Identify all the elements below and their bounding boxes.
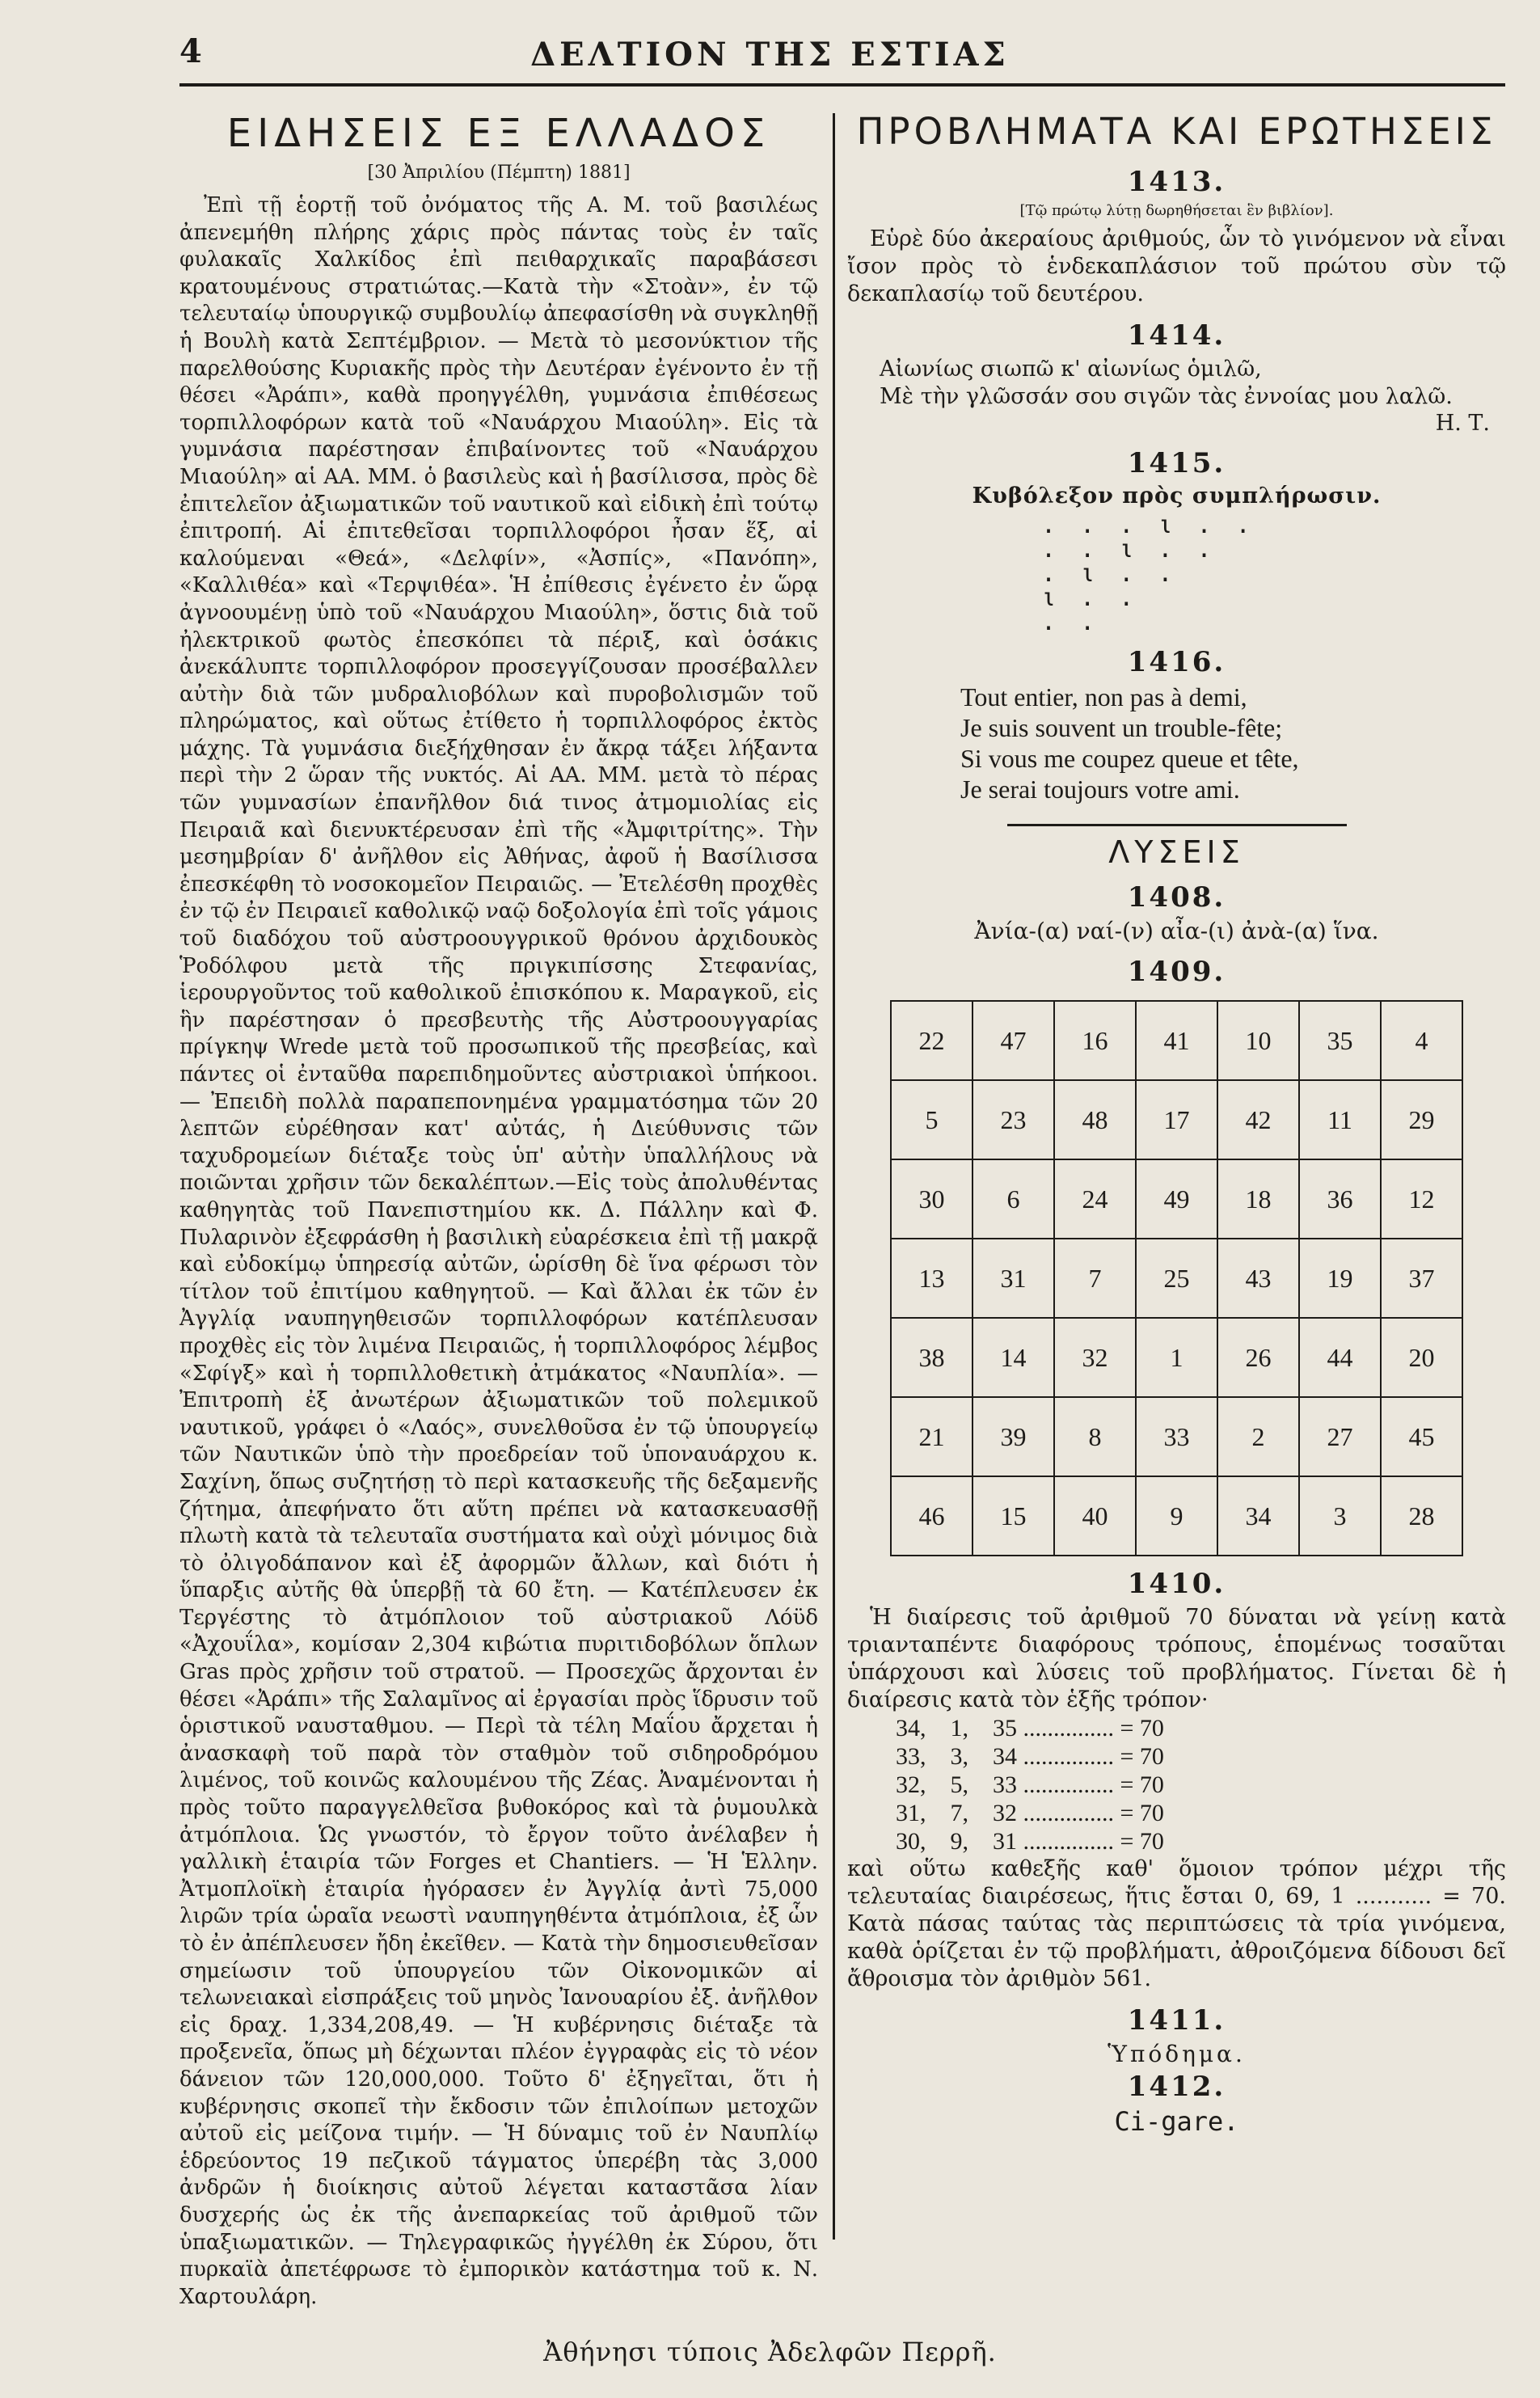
magic-square-cell: 10	[1217, 1001, 1299, 1080]
magic-square-cell: 36	[1299, 1159, 1381, 1239]
solution-1410-number: 1410.	[1127, 1568, 1226, 1601]
magic-square-cell: 48	[1054, 1080, 1136, 1159]
magic-square-cell: 2	[1217, 1397, 1299, 1476]
magic-square-cell: 34	[1217, 1476, 1299, 1556]
magic-square-cell: 41	[1136, 1001, 1217, 1080]
magic-square-cell: 24	[1054, 1159, 1136, 1239]
magic-square-cell: 19	[1299, 1239, 1381, 1318]
crossword-dot-row: . .	[1041, 607, 1100, 636]
crossword-dot-row: . . ι . .	[1041, 534, 1217, 564]
magic-square-cell: 23	[973, 1080, 1054, 1159]
problems-column	[847, 109, 1506, 2140]
problem-1414-line: Μὲ τὴν γλῶσσάν σου σιγῶν τὰς ἐννοίας μου λαλῶ.	[880, 383, 1453, 409]
solution-1411-number: 1411.	[1127, 2003, 1226, 2037]
partition-row: 32, 5, 33 ............... = 70	[896, 1771, 1164, 1798]
magic-square-cell: 35	[1299, 1001, 1381, 1080]
problem-1416-number: 1416.	[1127, 645, 1226, 678]
magic-square-cell: 32	[1054, 1318, 1136, 1397]
printer-imprint: Ἀθήνησι τύποις Ἀδελφῶν Περρῆ.	[543, 2337, 997, 2367]
magic-square-cell: 33	[1136, 1397, 1217, 1476]
magic-square-cell: 38	[891, 1318, 973, 1397]
magic-square-cell: 13	[891, 1239, 973, 1318]
news-column	[179, 109, 818, 2311]
magic-square-row	[891, 1239, 1462, 1318]
partition-row: 33, 3, 34 ............... = 70	[896, 1742, 1164, 1770]
problem-1413-text: Εὑρὲ δύο ἀκεραίους ἀριθμούς, ὧν τὸ γινόμενον νὰ εἶναι ἴσον πρὸς τὸ ἑνδεκαπλάσιον τοῦ πρώτου σὺν τῷ δεκαπλασίῳ τοῦ δευτέρου.	[847, 226, 1506, 307]
problem-1416-line: Je suis souvent un trouble-fête;	[960, 713, 1283, 743]
problem-1415-subtitle: Κυβόλεξον πρὸς συμπλήρωσιν.	[972, 483, 1382, 509]
magic-square-cell: 25	[1136, 1239, 1217, 1318]
magic-square-cell: 47	[973, 1001, 1054, 1080]
magic-square-cell: 8	[1054, 1397, 1136, 1476]
problem-1414-number: 1414.	[1127, 319, 1226, 353]
magic-square-cell: 46	[891, 1476, 973, 1556]
magic-square-cell: 49	[1136, 1159, 1217, 1239]
magic-square-row	[891, 1080, 1462, 1159]
solution-1409-number: 1409.	[1127, 956, 1226, 989]
magic-square-table	[890, 1000, 1463, 1556]
problems-section-title: ΠΡΟΒΛΗΜΑΤΑ ΚΑΙ ΕΡΩΤΗΣΕΙΣ	[856, 110, 1497, 153]
magic-square-cell: 40	[1054, 1476, 1136, 1556]
magic-square-cell: 43	[1217, 1239, 1299, 1318]
magic-square-cell: 30	[891, 1159, 973, 1239]
partition-row: 30, 9, 31 ............... = 70	[896, 1827, 1164, 1855]
solution-1412-number: 1412.	[1127, 2070, 1226, 2103]
magic-square-cell: 44	[1299, 1318, 1381, 1397]
page-number: 4	[179, 32, 202, 70]
partition-row: 34, 1, 35 ............... = 70	[896, 1714, 1164, 1742]
magic-square-cell: 26	[1217, 1318, 1299, 1397]
problem-1416-line: Si vous me coupez queue et tête,	[960, 744, 1299, 774]
magic-square-cell: 42	[1217, 1080, 1299, 1159]
solutions-section-title: ΛΥΣΕΙΣ	[1108, 834, 1245, 871]
masthead: ΔΕΛΤΙΟΝ ΤΗΣ ΕΣΤΙΑΣ	[530, 36, 1010, 74]
magic-square-cell: 20	[1381, 1318, 1462, 1397]
magic-square-cell: 5	[891, 1080, 973, 1159]
magic-square-cell: 45	[1381, 1397, 1462, 1476]
solution-1410-outro: καὶ οὕτω καθεξῆς καθ' ὅμοιον τρόπον μέχρι τῆς τελευταίας διαιρέσεως, ἥτις ἔσται 0, 69, 1 ........... = 70. Κατὰ πάσας ταύτας τὰς περιπτώσεις τὰ τρία γινόμενα, καθὰ ὁρίζεται ἐν τῷ προβλήματι, ἀθροιζόμενα δίδουσι δεῖ ἄθροισμα τὸν ἀριθμὸν 561.	[847, 1855, 1506, 1991]
problem-1413-number: 1413.	[1127, 166, 1226, 199]
magic-square-row	[891, 1476, 1462, 1556]
magic-square-cell: 29	[1381, 1080, 1462, 1159]
column-divider	[833, 113, 835, 2240]
magic-square-cell: 3	[1299, 1476, 1381, 1556]
magic-square-row	[891, 1397, 1462, 1476]
magic-square-cell: 17	[1136, 1080, 1217, 1159]
magic-square-cell: 14	[973, 1318, 1054, 1397]
magic-square-cell: 22	[891, 1001, 973, 1080]
solution-1408-answer: Ἀνία-(α) ναί-(ν) αἶα-(ι) ἀνὰ-(α) ἵνα.	[974, 918, 1379, 945]
magic-square-cell: 28	[1381, 1476, 1462, 1556]
crossword-dot-row: . . . ι . .	[1041, 510, 1255, 539]
magic-square-cell: 9	[1136, 1476, 1217, 1556]
magic-square-cell: 39	[973, 1397, 1054, 1476]
crossword-dot-row: . ι . .	[1041, 559, 1178, 588]
problem-1414-line: Αἰωνίως σιωπῶ κ' αἰωνίως ὁμιλῶ,	[880, 356, 1262, 382]
magic-square-cell: 1	[1136, 1318, 1217, 1397]
magic-square-cell: 7	[1054, 1239, 1136, 1318]
magic-square-cell: 6	[973, 1159, 1054, 1239]
magic-square-cell: 27	[1299, 1397, 1381, 1476]
problem-1413-note: [Τῷ πρώτῳ λύτῃ δωρηθήσεται ἓν βιβλίον].	[1019, 202, 1334, 220]
solution-1410-intro: Ἡ διαίρεσις τοῦ ἀριθμοῦ 70 δύναται νὰ γείνῃ κατὰ τριανταπέντε διαφόρους τρόπους, ἑπομένως τοσαῦται ὑπάρχουσι καὶ λύσεις τοῦ προβλήματος. Γίνεται δὲ ἡ διαίρεσις κατὰ τὸν ἑξῆς τρόπον·	[847, 1604, 1506, 1712]
magic-square-cell: 21	[891, 1397, 973, 1476]
problem-1416-line: Tout entier, non pas à demi,	[960, 682, 1247, 712]
news-section-title: ΕΙΔΗΣΕΙΣ ΕΞ ΕΛΛΑΔΟΣ	[226, 111, 771, 156]
magic-square-cell: 11	[1299, 1080, 1381, 1159]
magic-square-cell: 4	[1381, 1001, 1462, 1080]
magic-square-cell: 37	[1381, 1239, 1462, 1318]
solution-1412-answer: Ci-gare.	[1114, 2106, 1239, 2138]
problem-1416-line: Je serai toujours votre ami.	[960, 775, 1240, 804]
partition-row: 31, 7, 32 ............... = 70	[896, 1799, 1164, 1826]
magic-square-cell: 18	[1217, 1159, 1299, 1239]
section-divider	[1007, 824, 1347, 826]
solution-1411-answer: Ὑπόδημα.	[1108, 2040, 1246, 2067]
magic-square-row	[891, 1159, 1462, 1239]
news-paragraph: Ἐπὶ τῇ ἑορτῇ τοῦ ὀνόματος τῆς Α. Μ. τοῦ βασιλέως ἀπενεμήθη πλήρης χάρις πρὸς πάντας τοὺς ἐν ταῖς φυλακαῖς Χαλκίδος ἐπὶ πειθαρχικαῖς παραβάσεσι κρατουμένους στρατιώτας.—Κατὰ τὴν «Στοὰν», ἐν τῷ τελευταίῳ ὑπουργικῷ συμβουλίῳ ἀπεφασίσθη νὰ συγκληθῇ ἡ Βουλὴ κατὰ Σεπτέμβριον. — Μετὰ τὸ μεσονύκτιον τῆς παρελθούσης Κυριακῆς πρὸς τὴν Δευτέραν ἐγένοντο ἐν τῇ θέσει «Ἀράπι», καθὰ προηγγέλθη, γυμνάσια ἐπιθέσεως τορπιλλοφόρων κατὰ τοῦ «Ναυάρχου Μιαούλη». Εἰς τὰ γυμνάσια παρέστησαν ἐπιβαίνοντες τοῦ «Ναυάρχου Μιαούλη» αἱ ΑΑ. ΜΜ. ὁ βασιλεὺς καὶ ἡ βασίλισσα, πρὸς δὲ ἐπιτελεῖον ἀξιωματικῶν τοῦ ναυτικοῦ καὶ εἰδικὴ ἐπὶ τούτῳ ἐπιτροπή. Αἱ ἐπιτεθεῖσαι τορπιλλοφόροι ἦσαν ἕξ, αἱ καλούμεναι «Θεά», «Δελφίν», «Ἀσπίς», «Πανόπη», «Καλλιθέα» καὶ «Τερψιθέα». Ἡ ἐπίθεσις ἐγένετο ἐν ὥρᾳ ἀγνοουμένῃ ὑπὸ τοῦ «Ναυάρχου Μιαούλη», ὅστις διὰ τοῦ ἠλεκτρικοῦ φωτὸς ἐπεσκόπει τὰ πέριξ, καὶ ὁσάκις ἀνεκάλυπτε τορπιλλοφόρον προσεγγίζουσαν προσέβαλλεν αὐτὴν διὰ τῶν μυδραλιοβόλων καὶ πυροβολισμῶν τοῦ πληρώματος, καὶ οὕτως ἐτίθετο ἡ τορπιλλοφόρος ἐκτὸς μάχης. Τὰ γυμνάσια διεξήχθησαν ἐν ἄκρᾳ τάξει λήξαντα περὶ τὴν 2 ὥραν τῆς νυκτός. Αἱ ΑΑ. ΜΜ. μετὰ τὸ πέρας τῶν γυμνασίων ἐπανῆλθον διά τινος ἀτμομιολίας εἰς Πειραιᾶ καὶ διενυκτέρευσαν ἐπὶ τῆς «Ἀμφιτρίτης». Τὴν μεσημβρίαν δ' ἀνῆλθον εἰς Ἀθήνας, ἀφοῦ ἡ Βασίλισσα ἐπεσκέφθη τὸ νοσοκομεῖον Πειραιῶς. — Ἐτελέσθη προχθὲς ἐν τῷ ἐν Πειραιεῖ καθολικῷ ναῷ δοξολογία ἐπὶ τοῖς γάμοις τοῦ διαδόχου τοῦ αὐστροουγγρικοῦ θρόνου ἀρχιδουκὸς Ῥοδόλφου μετὰ τῆς πριγκιπίσσης Στεφανίας, ἱερουργοῦντος τοῦ καθολικοῦ ἐπισκόπου κ. Μαραγκοῦ, εἰς ἣν παρέστησαν ὁ πρεσβευτὴς τῆς Αὐστροουγγαρίας πρίγκηψ Wrede μετὰ τοῦ προσωπικοῦ τῆς πρεσβείας, καὶ πάντες οἱ ἐνταῦθα παρεπιδημοῦντες αὐστριακοὶ ὑπήκοοι. — Ἐπειδὴ πολλὰ παραπεπονημένα γραμματόσημα τῶν 20 λεπτῶν εὑρέθησαν κατ' αὐτάς, ἡ Διεύθυνσις τῶν ταχυδρομείων διέταξε τοὺς ὑπ' αὐτὴν ὑπαλλήλους νὰ ποιῶνται χρῆσιν τῶν δεκαλέπτων.—Εἰς τοὺς ἀπολυθέντας καθηγητὰς τοῦ Πανεπιστημίου κκ. Δ. Πάλλην καὶ Φ. Πυλαρινὸν ἐξεφράσθη ἡ βασιλικὴ εὐαρέσκεια ἐπὶ τῇ μακρᾷ καὶ εὐδοκίμῳ ὑπηρεσίᾳ αὐτῶν, ὡρίσθη δὲ ἵνα φέρωσι τὸν τίτλον τοῦ ἐπιτίμου καθηγητοῦ. — Καὶ ἄλλαι ἐκ τῶν ἐν Ἀγγλίᾳ ναυπηγηθεισῶν τορπιλλοφόρων κατέπλευσαν προχθὲς εἰς τὸν λιμένα Πειραιῶς, ἡ τορπιλλοφόρος λέμβος «Σφίγξ» καὶ ἡ τορπιλλοθετικὴ ἀτμάκατος «Ναυπλία». — Ἐπιτροπὴ ἐξ ἀνωτέρων ἀξιωματικῶν τοῦ πολεμικοῦ ναυτικοῦ, γράφει ὁ «Λαός», συνελθοῦσα ἐν τῷ ὑπουργείῳ τῶν Ναυτικῶν ὑπὸ τὴν προεδρείαν τοῦ ὑποναυάρχου κ. Σαχίνη, ὅπως συζητήσῃ τὸ περὶ κατασκευῆς τῆς δεξαμενῆς ζήτημα, ἀπεφήνατο ὅτι αὕτη πρέπει νὰ κατασκευασθῇ πλωτὴ κατὰ τὰ τελευταῖα συστήματα καὶ οὐχὶ μόνιμος διὰ τὸ ὀλιγοδάπανον καὶ ἐξ ἀφορμῶν ἄλλων, καὶ διότι ἡ ὕπαρξις αὐτῆς θὰ ὑπερβῇ τὰ 60 ἔτη. — Κατέπλευσεν ἐκ Τεργέστης τὸ ἀτμόπλοιον τοῦ αὐστριακοῦ Λόϋδ «Ἀχουΐλα», κομίσαν 2,304 κιβώτια πυριτιδοβόλων ὅπλων Gras πρὸς χρῆσιν τοῦ στρατοῦ. — Προσεχῶς ἄρχονται ἐν θέσει «Ἀράπι» τῆς Σαλαμῖνος αἱ ἐργασίαι πρὸς ἵδρυσιν τοῦ ὁριστικοῦ ναυσταθμου. — Περὶ τὰ τέλη Μαΐου ἄρχεται ἡ ἀνασκαφὴ τοῦ παρὰ τὸν σταθμὸν τοῦ σιδηροδρόμου λιμένος, τοῦ κοινῶς καλουμένου τῆς Ζέας. Ἀναμένονται ἡ πρὸς τοῦτο παραγγελθεῖσα βυθοκόρος καὶ τὰ ῥυμουλκὰ ἀτμόπλοια. Ὡς γνωστόν, τὸ ἔργον τοῦτο ἀνέλαβεν ἡ γαλλικὴ ἑταιρία τῶν Forges et Chantiers. — Ἡ Ἑλλην. Ἀτμοπλοϊκὴ ἑταιρία ἠγόρασεν ἐν Ἀγγλίᾳ ἀντὶ 75,000 λιρῶν τρία ὡραῖα νεωστὶ ναυπηγηθέντα ἀτμόπλοια, ἐξ ὧν τὸ ἐν ἀπέπλευσεν ἤδη ἐκεῖθεν. — Κατὰ τὴν δημοσιευθεῖσαν σημείωσιν τοῦ ὑπουργείου τῶν Οἰκονομικῶν αἱ τελωνειακαὶ εἰσπράξεις τοῦ μηνὸς Ἰανουαρίου ἐξ. ἀνῆλθον εἰς δραχ. 1,334,208,49. — Ἡ κυβέρνησις διέταξε τὰ προξενεῖα, ὅπως μὴ δέχωνται πλέον ἐγγραφὰς εἰς τὸ νέον δάνειον τῶν 120,000,000. Τοῦτο δ' ἐξηγεῖται, ὅτι ἡ κυβέρνησις σκοπεῖ τὴν ἔκδοσιν τῶν ἐπιλοίπων μετοχῶν αὐτοῦ εἰς μείζονα τιμήν. — Ἡ δύναμις τοῦ ἐν Ναυπλίῳ ἑδρεύοντος 19 πεζικοῦ τάγματος ὑπερέβη τὰς 3,000 ἀνδρῶν ἡ διοίκησις αὐτοῦ λέγεται καταστᾶσα λίαν δυσχερής ὡς ἐκ τῆς ἀνεπαρκείας τοῦ ἀριθμοῦ τῶν ὑπαξιωματικῶν. — Τηλεγραφικῶς ἠγγέλθη ἐκ Σύρου, ὅτι πυρκαϊὰ ἀπετέφρωσε τὸ ἐμπορικὸν κατάστημα τοῦ κ. Ν. Χαρτουλάρη.	[179, 193, 818, 2309]
problem-1414-signature: Η. Τ.	[1435, 410, 1490, 436]
problem-1415-number: 1415.	[1127, 446, 1226, 479]
crossword-dot-row: ι . .	[1041, 583, 1139, 612]
magic-square-cell: 31	[973, 1239, 1054, 1318]
magic-square-cell: 16	[1054, 1001, 1136, 1080]
news-date: [30 Ἀπριλίου (Πέμπτη) 1881]	[367, 163, 631, 183]
solution-1408-number: 1408.	[1127, 881, 1226, 914]
magic-square-cell: 12	[1381, 1159, 1462, 1239]
magic-square-row	[891, 1001, 1462, 1080]
magic-square-row	[891, 1318, 1462, 1397]
masthead-rule	[179, 83, 1505, 87]
magic-square-cell: 15	[973, 1476, 1054, 1556]
